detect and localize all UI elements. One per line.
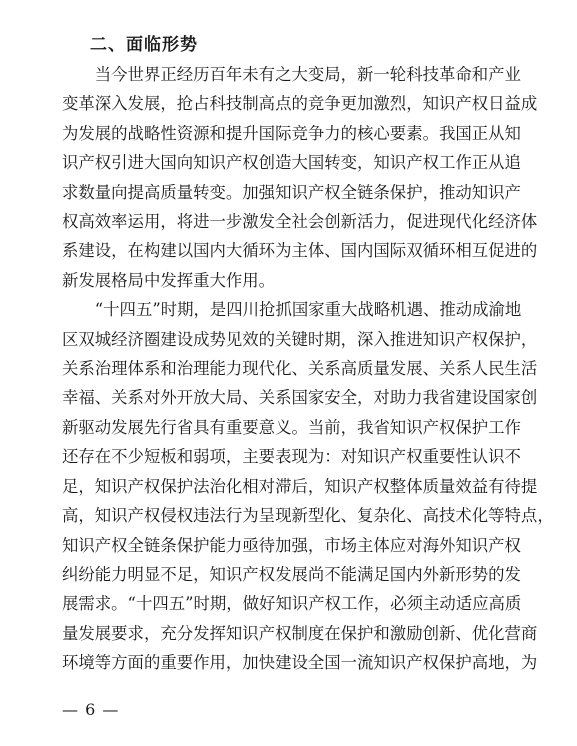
text-line: 量发展要求，充分发挥知识产权制度在保护和激励创新、优化营商 (62, 623, 538, 643)
text-line: 高，知识产权侵权违法行为呈现新型化、复杂化、高技术化等特点， (62, 506, 554, 526)
text-line: 环境等方面的重要作用，加快建设全国一流知识产权保护高地，为 (62, 653, 538, 673)
text-line: 关系治理体系和治理能力现代化、关系高质量发展、关系人民生活 (62, 359, 538, 379)
text-line: 幸福、关系对外开放大局、关系国家安全，对助力我省建设国家创 (62, 388, 538, 408)
text-line: 变革深入发展，抢占科技制高点的竞争更加激烈，知识产权日益成 (62, 94, 538, 114)
text-line: 展需求。“十四五”时期，做好知识产权工作，必须主动适应高质 (62, 594, 522, 614)
text-line: 系建设，在构建以国内大循环为主体、国内国际双循环相互促进的 (62, 241, 538, 261)
paragraph-1 (62, 60, 538, 295)
text-line: 当今世界正经历百年未有之大变局，新一轮科技革命和产业 (62, 65, 521, 84)
text-line: 纠纷能力明显不足，知识产权发展尚不能满足国内外新形势的发 (62, 564, 521, 584)
text-line: 权高效率运用，将进一步激发全社会创新活力，促进现代化经济体 (62, 212, 538, 232)
text-line: 知识产权全链条保护能力亟待加强，市场主体应对海外知识产权 (62, 535, 521, 555)
text-line: “十四五”时期，是四川抢抓国家重大战略机遇、推动成渝地 (62, 300, 522, 320)
body-text (62, 60, 554, 678)
text-line: 新发展格局中发挥重大作用。 (62, 270, 276, 290)
section-heading: 二、面临形势 (90, 35, 198, 55)
text-line: 足，知识产权保护法治化相对滞后，知识产权整体质量效益有待提 (62, 476, 538, 496)
page-number: — 6 — (62, 700, 120, 719)
text-line: 为发展的战略性资源和提升国际竞争力的核心要素。我国正从知 (62, 123, 521, 143)
paragraph-2 (62, 295, 554, 677)
text-line: 还存在不少短板和弱项，主要表现为：对知识产权重要性认识不 (62, 447, 521, 467)
text-line: 新驱动发展先行省具有重要意义。当前，我省知识产权保护工作 (62, 417, 521, 437)
text-line: 区双城经济圈建设成势见效的关键时期，深入推进知识产权保护， (62, 329, 538, 349)
text-line: 求数量向提高质量转变。加强知识产权全链条保护，推动知识产 (62, 182, 521, 202)
text-line: 识产权引进大国向知识产权创造大国转变，知识产权工作正从追 (62, 153, 521, 173)
